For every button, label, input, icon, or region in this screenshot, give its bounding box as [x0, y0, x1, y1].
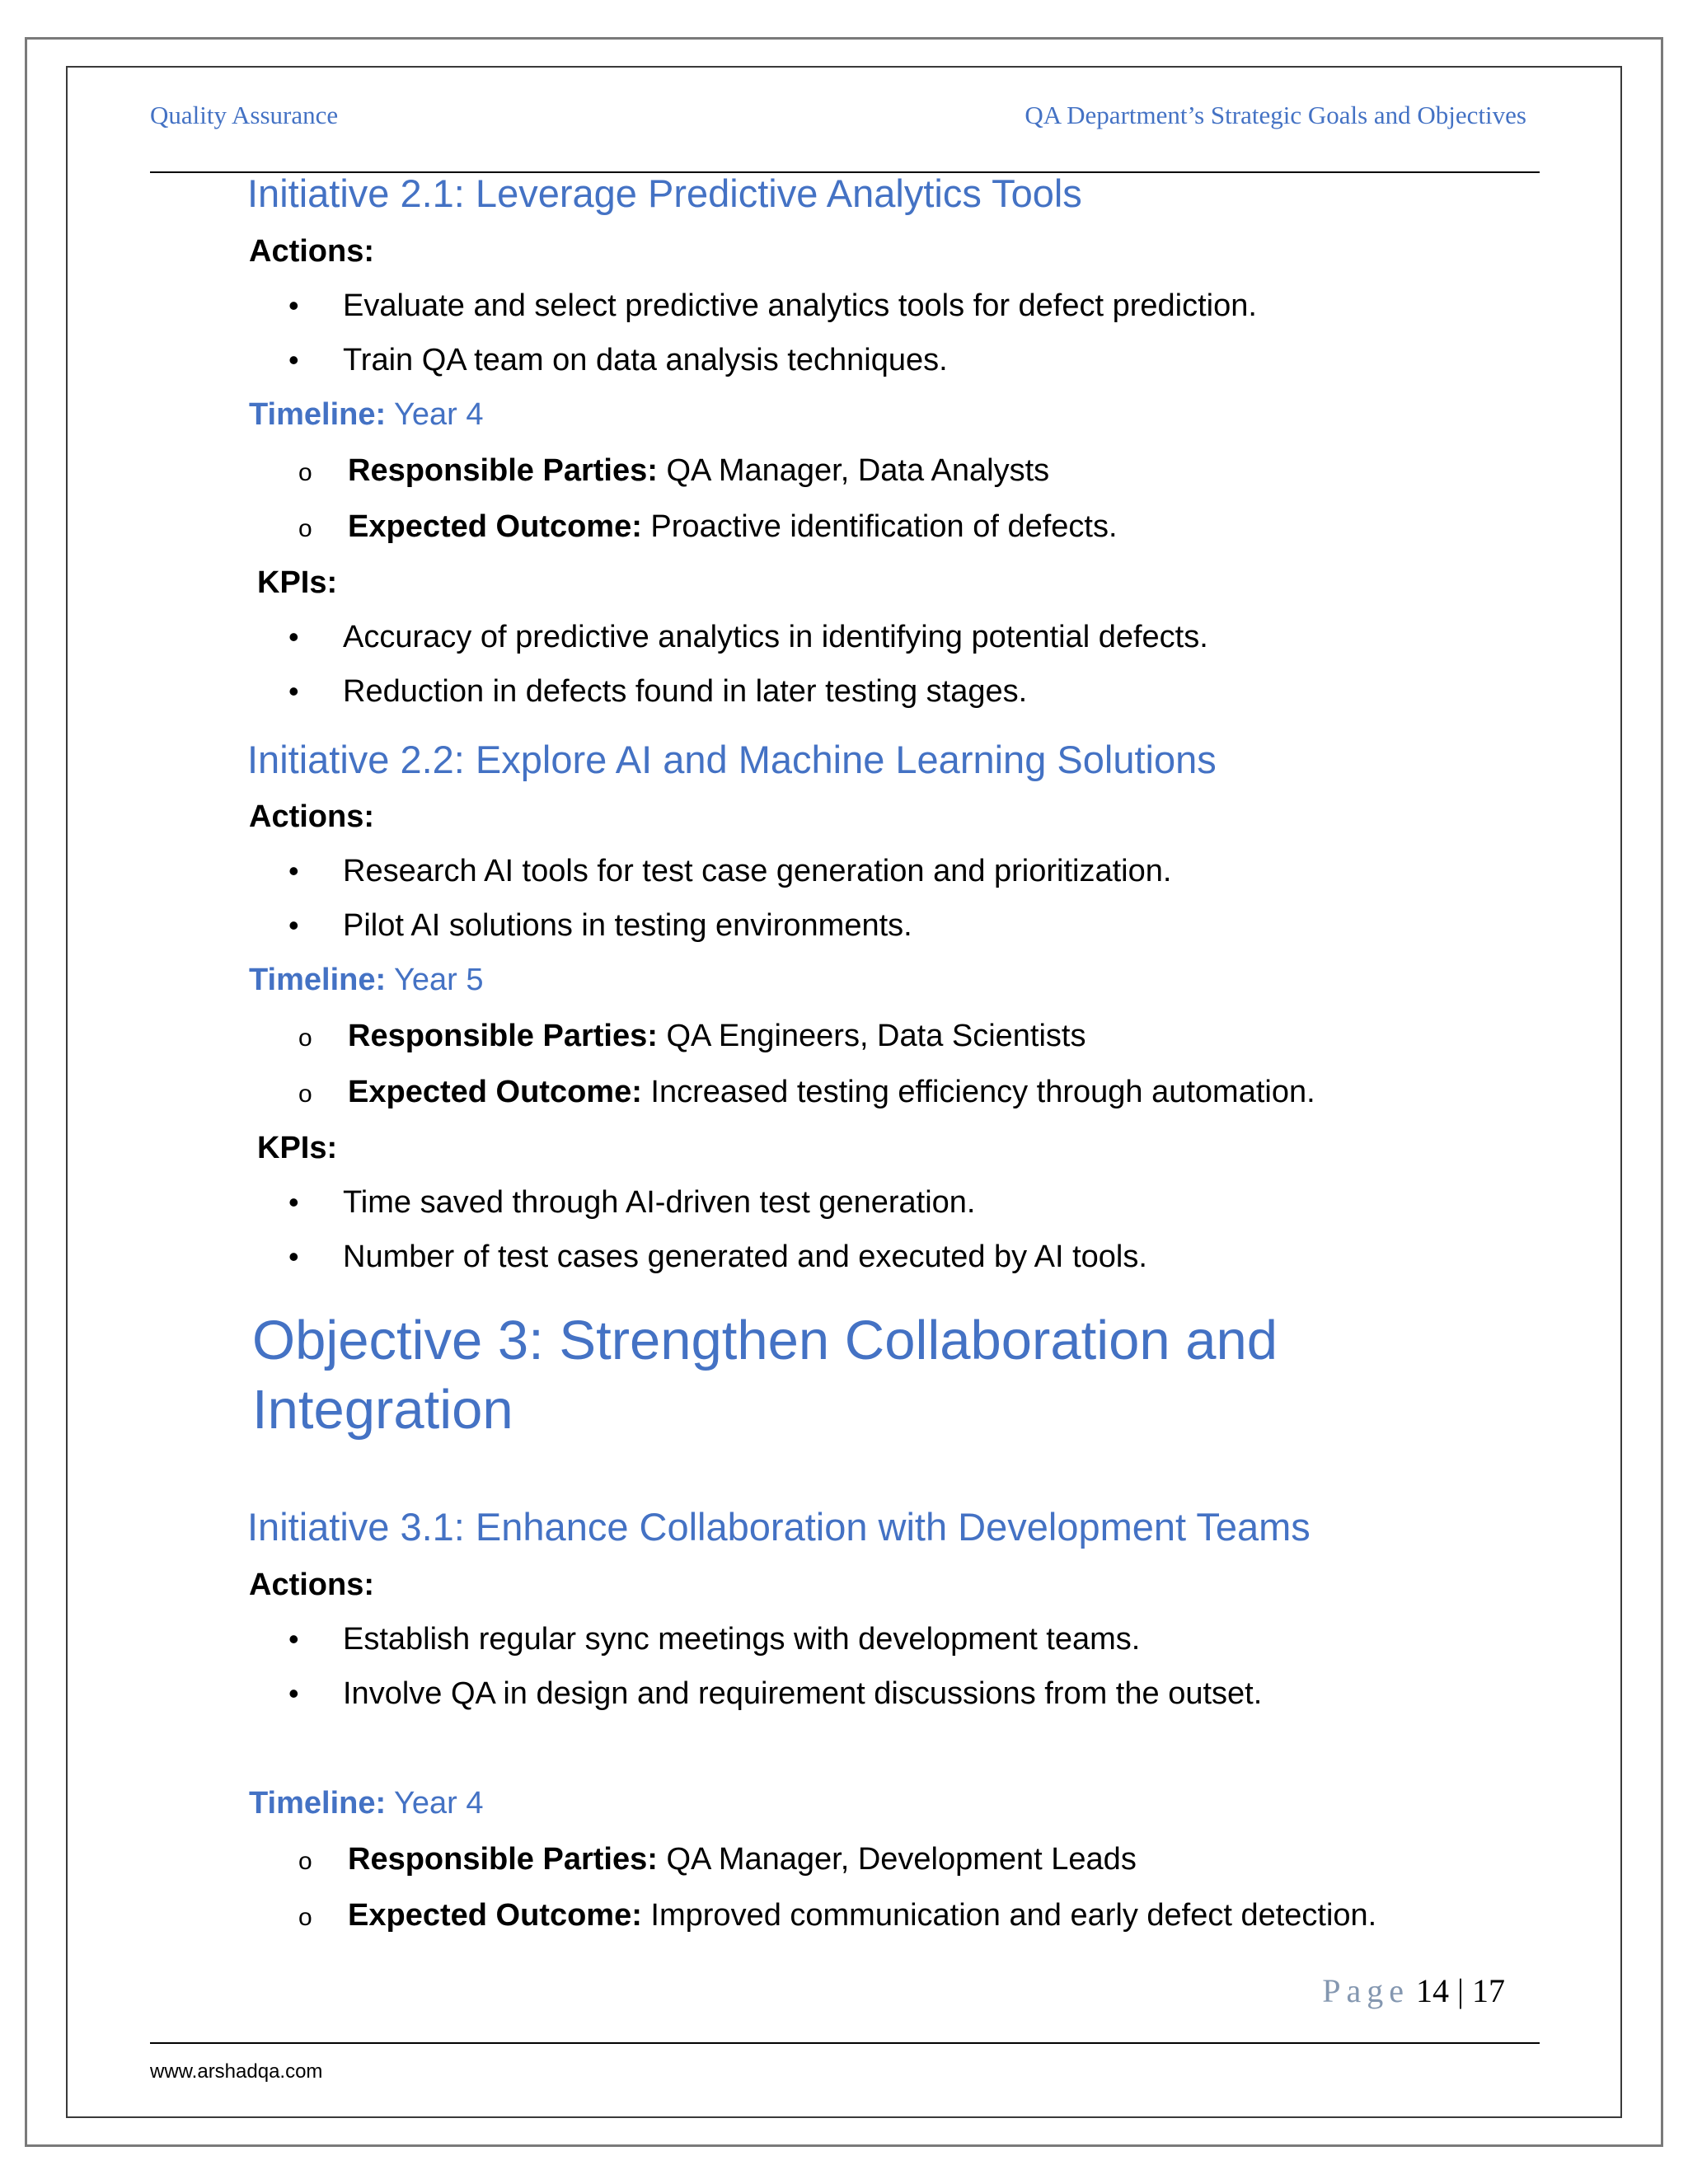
list-item-text: Involve QA in design and requirement discussions from the outset.	[343, 1676, 1263, 1711]
circle-bullet-icon: o	[298, 1080, 312, 1108]
bullet-icon: •	[288, 288, 299, 322]
initiative-2-2-actions-label: Actions:	[249, 799, 374, 834]
initiative-2-2-timeline	[249, 963, 483, 999]
responsible-value: QA Manager, Data Analysts	[657, 453, 1050, 488]
list-item	[298, 1075, 1315, 1111]
bullet-icon: •	[288, 674, 299, 708]
header-left-title: Quality Assurance	[150, 101, 339, 129]
page-word: Page	[1322, 1972, 1409, 2009]
bullet-icon: •	[288, 620, 299, 654]
list-item	[298, 453, 1049, 490]
timeline-label: Timeline:	[249, 1786, 387, 1821]
initiative-2-2-kpis-label: KPIs:	[257, 1131, 338, 1165]
initiative-2-2-heading: Initiative 2.2: Explore AI and Machine Learning Solutions	[247, 738, 1217, 781]
timeline-value: Year 5	[386, 963, 484, 997]
list-item-text: Research AI tools for test case generation and prioritization.	[343, 854, 1172, 888]
initiative-2-1-heading: Initiative 2.1: Leverage Predictive Analytics Tools	[247, 171, 1082, 215]
list-item	[288, 674, 1027, 710]
list-item-text: Pilot AI solutions in testing environments.	[343, 908, 912, 943]
list-item	[288, 1185, 975, 1221]
circle-bullet-icon: o	[298, 1848, 312, 1875]
list-item	[288, 288, 1257, 325]
circle-bullet-icon: o	[298, 459, 312, 486]
outcome-value: Improved communication and early defect detection.	[641, 1898, 1377, 1933]
outcome-label: Expected Outcome:	[348, 1898, 642, 1933]
initiative-3-1-heading: Initiative 3.1: Enhance Collaboration with Development Teams	[247, 1505, 1311, 1549]
initiative-2-1-kpis-label: KPIs:	[257, 565, 338, 600]
footer-rule	[150, 2042, 1540, 2044]
timeline-label: Timeline:	[249, 963, 387, 997]
list-item	[288, 1240, 1147, 1276]
outcome-value: Proactive identification of defects.	[641, 509, 1118, 544]
timeline-label: Timeline:	[249, 397, 387, 432]
list-item	[288, 908, 912, 944]
bullet-icon: •	[288, 343, 299, 377]
list-item	[288, 854, 1171, 890]
bullet-icon: •	[288, 1676, 299, 1710]
bullet-icon: •	[288, 854, 299, 888]
list-item-text: Train QA team on data analysis techniques.	[343, 343, 948, 377]
circle-bullet-icon: o	[298, 1904, 312, 1931]
responsible-label: Responsible Parties:	[348, 453, 658, 488]
header-right-title: QA Department’s Strategic Goals and Objectives	[1025, 101, 1526, 129]
list-item	[288, 1676, 1262, 1713]
page-number-value: 14 | 17	[1415, 1972, 1505, 2009]
bullet-icon: •	[288, 908, 299, 942]
list-item-text: Evaluate and select predictive analytics tools for defect prediction.	[343, 288, 1257, 323]
list-item-text: Time saved through AI-driven test generation.	[343, 1185, 976, 1220]
list-item	[298, 1842, 1137, 1878]
circle-bullet-icon: o	[298, 515, 312, 542]
list-item-text: Reduction in defects found in later testing stages.	[343, 674, 1028, 709]
circle-bullet-icon: o	[298, 1024, 312, 1052]
initiative-3-1-timeline	[249, 1786, 483, 1822]
list-item	[298, 1898, 1376, 1934]
objective-3-heading: Objective 3: Strengthen Collaboration and Integration	[252, 1310, 1278, 1441]
outcome-value: Increased testing efficiency through automation.	[641, 1075, 1315, 1109]
list-item	[288, 1622, 1140, 1658]
timeline-value: Year 4	[386, 1786, 484, 1821]
responsible-value: QA Engineers, Data Scientists	[657, 1019, 1086, 1053]
list-item-text: Accuracy of predictive analytics in identifying potential defects.	[343, 620, 1208, 654]
outcome-label: Expected Outcome:	[348, 1075, 642, 1109]
initiative-2-1-timeline	[249, 397, 483, 434]
footer-url: www.arshadqa.com	[150, 2060, 323, 2083]
bullet-icon: •	[288, 1622, 299, 1656]
list-item	[298, 509, 1118, 546]
bullet-icon: •	[288, 1240, 299, 1273]
initiative-3-1-actions-label: Actions:	[249, 1568, 374, 1602]
outcome-label: Expected Outcome:	[348, 509, 642, 544]
list-item	[298, 1019, 1086, 1055]
bullet-icon: •	[288, 1185, 299, 1219]
responsible-label: Responsible Parties:	[348, 1019, 658, 1053]
responsible-value: QA Manager, Development Leads	[657, 1842, 1137, 1877]
list-item-text: Number of test cases generated and executed by AI tools.	[343, 1240, 1147, 1274]
list-item	[288, 620, 1208, 656]
list-item	[288, 343, 948, 379]
page-number	[1322, 1971, 1505, 2010]
responsible-label: Responsible Parties:	[348, 1842, 658, 1877]
list-item-text: Establish regular sync meetings with development teams.	[343, 1622, 1141, 1657]
timeline-value: Year 4	[386, 397, 484, 432]
initiative-2-1-actions-label: Actions:	[249, 234, 374, 269]
